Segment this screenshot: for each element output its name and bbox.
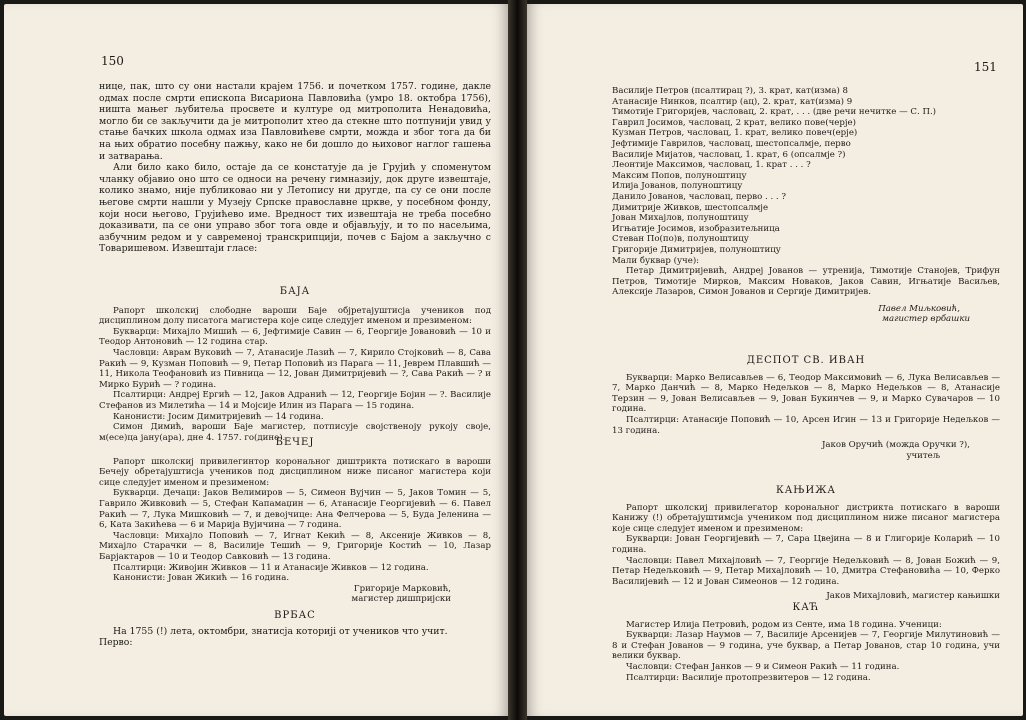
list-item: Атанасије Нинков, псалтир (ац), 2. крат, кат(изма) 9 [612,96,853,107]
right-page [527,4,1023,716]
list-item: Игњатије Јосимов, изобразитељница [612,223,780,234]
paragraph: Симон Димић, вароши Баје магистер, потписује својственоју рукоју своје, м(есе)ца јану(ара), дне 4. 1757. го(дине). [99,422,491,443]
signature-name: Григорије Марковић, [353,583,451,594]
section-baja [99,286,491,443]
section-heading: КАЋ [792,602,820,613]
paragraph: нице, пак, што су они настали крајем 1756. и почетком 1757. године, дакле одмах после смрти епископа Висариона Павловића (умро 18. октобра 1756), ништа мањег љубитеља просвете и културе од митрополита Ненадовића, могло би се закључити да је митрополит хтео да стекне што потпунији увид у стање бачких школа одмах иза Павловићеве смрти, можда и због тога да би на њих обратио посебну пажњу, како не би дошло до њиховог наглог гашења и затварања. [99,81,491,162]
paragraph: Букварци: Лазар Наумов — 7, Василије Арсенијев — 7, Георгије Милутиновић — 8 и Стефан Јованов — 9 година, уче буквар, а Петар Јованов, стар 10 година, учи велики буквар. [612,630,1000,662]
paragraph: Букварци. Дечаци: Јаков Велимиров — 5, Симеон Вујчин — 5, Јаков Томин — 5, Гаврило Живковић — 5, Стефан Капамаџин — 6, Атанасије Георгијевић — 6. Павел Ракић — 7, Лука Мишковић — 7, и девојчице: Ана Фелчерова — 5, Буда Јеленина — 6, Ката Закићева — 6 и Марија Вујичина — 7 година. [99,488,491,531]
left-page-text [99,81,491,255]
section-despot [612,356,1000,461]
signature: Јаков Михајловић, магистер кањишки [826,591,1000,602]
signature-name: Павел Миљковић, [878,303,960,314]
paragraph: Часловци: Михајло Поповић — 7, Игнат Кекић — 8, Аксеније Живков — 8, Михајло Старачки — 8, Василије Тешић — 9, Григорије Костић — 10, Лазар Барјактаров — 10 и Теодор Савковић — 13 година. [99,530,491,562]
section-heading: БАЈА [279,286,311,297]
vrbas-list [612,86,1000,325]
section-bechej [99,437,491,605]
book-gutter [508,0,527,720]
list-item: Кузман Петров, часловац, 1. крат, велико повеч(ерје) [612,128,858,139]
list-item: Гаврил Јосимов, часловац, 2 крат, велико пове(черје) [612,117,856,128]
paragraph: Канонисти: Јован Жикић — 16 година. [113,573,290,584]
list-item: Максим Попов, полуноштицу [612,170,747,181]
paragraph: Рапорт школскиј привилегатор коронаљног дистрикта потискаго в вароши Канижу (!) обретајуштимсја учеником под дисциплином ниже писаног магистера које сице следујет именом и презименом: [612,502,1000,534]
section-kac [612,603,1000,683]
paragraph: Рапорт школскиј слободне вароши Баје објретајуштисја учеников под дисциплином долу писатога магистера које сице следујет именом и презименом: [99,305,491,327]
paragraph: Петар Димитријевић, Андреј Јованов — утренија, Тимотије Станојев, Трифун Петров, Тимотије Мирков, Максим Новаков, Јаков Савин, Игњатије Васиљев, Алексије Лазаров, Симон Јованов и Сергије Димитријев. [612,266,1000,298]
signature-title: магистер врбашки [881,314,970,325]
section-heading: ВРБАС [274,610,316,621]
section-kanjizha [612,486,1000,602]
paragraph: Канонисти: Јосим Димитријевић — 14 година. [113,411,324,422]
paragraph: Псалтирци: Атанасије Поповић — 10, Арсен Игин — 13 и Григорије Недељков — 13 година. [612,414,1000,436]
paragraph: На 1755 (!) лета, октомбри, знатисја которијі от учеников что учит. [113,625,448,637]
list-item: Илија Јованов, полуноштицу [612,181,743,192]
paragraph: Псалтирци: Андреј Ергић — 12, Јаков Адранић — 12, Георгије Бојин — ?. Василије Стефанов из Милетића — 14 и Мојсије Илин из Парага — 15 година. [99,390,491,411]
signature-title: магистер дишпријски [351,594,451,605]
paragraph: Часловци: Павел Михајловић — 7, Георгије Недељковић — 8, Јован Божић — 9, Петар Недељковић — 9, Петар Михајловић — 10, Дмитра Стефановића — 10, Ферко Василијевић — 12 и Јован Симеонов — 12 година. [612,555,1000,587]
signature-title: учитељ [906,450,940,461]
list-item: Мали буквар (уче): [612,255,700,266]
paragraph: Псалтирци: Живојин Живков — 11 и Атанасије Живков — 12 година. [113,562,429,573]
left-page [4,4,508,716]
section-heading: КАЊИЖА [775,485,837,496]
paragraph: Часловци: Аврам Вуковић — 7, Атанасије Лазић — 7, Кирило Стојковић — 8, Сава Ракић — 9, Кузман Поповић — 9, Петар Поповић из Парага — 11, Јеврем Плавшић — 11, Никола Теофановић из Пивница — 12, Јован Димитријевић — ?, Сава Ракић — ? и Мирко Бурић — ? година. [99,347,491,390]
paragraph: Букварци: Марко Велисављев — 6, Теодор Максимовић — 6, Лука Велисављев — 7, Марко Данчић — 8, Марко Недељков — 8, Марко Недељков — 8, Атанасије Терзин — 9, Јован Велисављев — 9, Јован Букинчев — 9, и Марко Сувачаров — 10 година. [612,372,1000,415]
list-item: Данило Јованов, часловац, перво . . . ? [612,191,786,202]
list-item: Димитрије Живков, шестопсалмје [612,202,769,213]
page-number: 151 [974,60,997,74]
section-heading: БЕЧЕЈ [275,437,315,448]
list-item: Василије Мијатов, часловац, 1. крат, 6 (опсалмје ?) [612,149,846,160]
paragraph: Али било како било, остаје да се констатује да је Грујић у споменутом чланку објавио оно што се односи на речену гимназију, док друге извештаје, колико знамо, није публиковао ни у Летопису ни другде, па су се они после његове смрти нашли у Музеју Српске православне цркве, у посебном фонду, који носи његово, Грујићево име. Вредност тих извештаја не треба посебно доказивати, па се они управо због тога овде и објављују, и то по насељима, азбучним редом и у савременој транскрипцији, почев с Бајом а закључно с Товаришевом. Извештаји гласе: [99,162,491,255]
paragraph: Часловци: Стефан Јанков — 9 и Симеон Ракић — 11 година. [626,661,900,672]
paragraph: Букварци: Михајло Мишић — 6, Јефтимије Савин — 6, Георгије Јовановић — 10 и Теодор Антоновић — 12 година стар. [99,326,491,348]
list-item: Леонтије Максимов, часловац, 1. крат . . . ? [612,160,811,171]
signature-name: Јаков Оручић (можда Оручки ?), [821,440,970,451]
list-item: Григорије Димитријев, полуноштицу [612,244,781,255]
list-item: Василије Петров (псалтирац ?), 3. крат, кат(изма) 8 [612,86,849,96]
paragraph: Букварци: Јован Георгијевић — 7, Сара Цвејина — 8 и Глигорије Коларић — 10 година. [612,534,1000,555]
paragraph: Магистер Илија Петровић, родом из Сенте, има 18 година. Ученици: [626,619,942,630]
section-heading: ДЕСПОТ СВ. ИВАН [746,355,866,366]
paragraph: Псалтирци: Василије протопрезвитеров — 12 година. [626,672,871,683]
list-item: Јефтимије Гаврилов, часловац, шестопсалмје, перво [612,138,851,149]
page-number: 150 [101,54,124,68]
section-vrbas [99,610,491,649]
list-item: Тимотије Григоријев, часловац, 2. крат, . . . (две речи нечитке — С. П.) [612,107,937,118]
list-item: Стеван По(по)в, полуноштицу [612,234,749,245]
list-item: Јован Михајлов, полуноштицу [612,213,749,224]
paragraph: Рапорт школскиј привилегинтор коронаљног диштрикта потискаго в вароши Бечеју обретајуштисја учеников под дисциплином ниже писаног магистера који сице следујет именом и презименом: [99,456,491,488]
paragraph: Перво: [99,637,133,649]
